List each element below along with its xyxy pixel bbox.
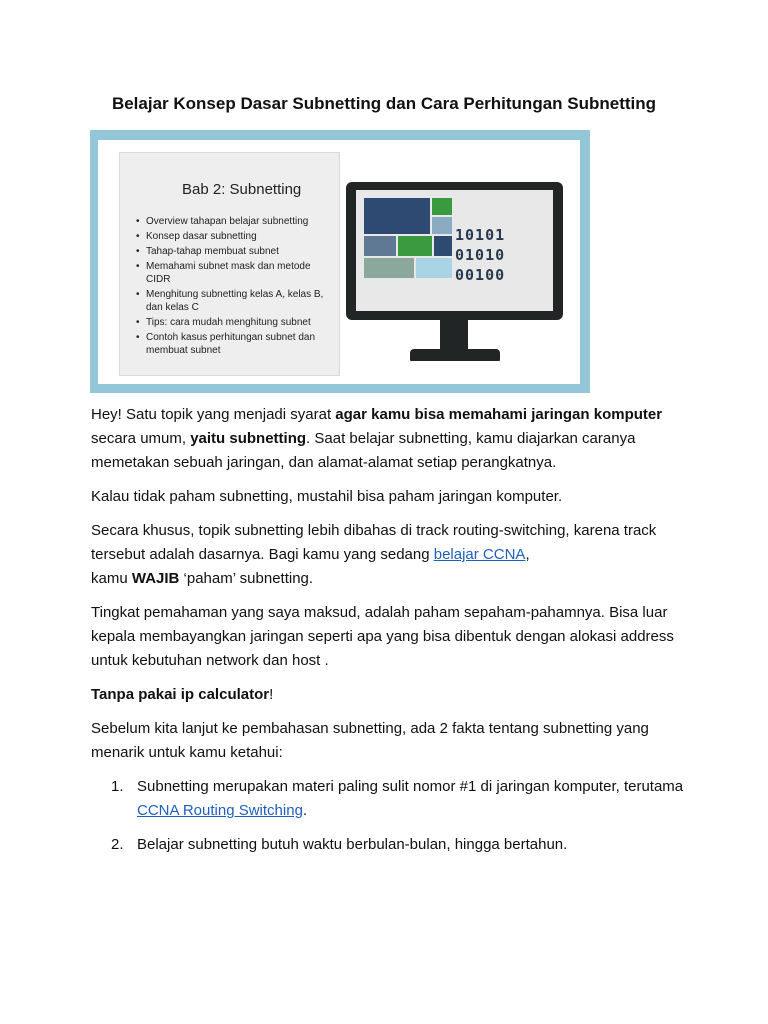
- text: .: [302, 802, 308, 819]
- link-belajar-ccna[interactable]: belajar CCNA: [433, 546, 526, 563]
- monitor-stand-neck: [440, 320, 468, 350]
- block-steel: [432, 217, 452, 234]
- slide-bullet: • Tips: cara mudah menghitung subnet: [136, 316, 336, 329]
- text: Subnetting merupakan materi paling sulit nomor #1 di jaringan komputer, terutama: [137, 778, 684, 795]
- article-body: [91, 403, 691, 867]
- bold-text: yaitu subnetting: [190, 430, 307, 447]
- text: secara umum,: [91, 430, 191, 447]
- text: ‘paham’ subnetting.: [179, 570, 314, 587]
- list-item: [91, 775, 691, 823]
- slide-bullet: • Konsep dasar subnetting: [136, 230, 336, 243]
- paragraph-intro: [91, 403, 691, 475]
- paragraph-no-calculator: [91, 683, 691, 707]
- bold-text: WAJIB: [131, 570, 180, 587]
- block-sage: [364, 258, 414, 278]
- monitor-stand-base: [410, 349, 500, 361]
- text: Hey! Satu topik yang menjadi syarat: [91, 406, 336, 423]
- monitor-icon: [346, 182, 563, 320]
- binary-line: 00100: [455, 266, 506, 284]
- paragraph-understanding: Tingkat pemahaman yang saya maksud, adalah paham sepaham-pahamnya. Bisa luar kepala membayangkan jaringan seperti apa yang bisa dibentuk dengan alokasi address untuk kebutuhan network dan host .: [91, 604, 674, 669]
- banner-image: [90, 130, 590, 393]
- slide-bullet: • Contoh kasus perhitungan subnet dan membuat subnet: [136, 331, 336, 357]
- text: ,: [525, 546, 530, 563]
- slide-card: [119, 152, 340, 376]
- text: !: [269, 686, 274, 703]
- link-ccna-routing-switching[interactable]: CCNA Routing Switching: [137, 802, 303, 819]
- block-sky: [416, 258, 452, 278]
- block-slate: [364, 236, 396, 256]
- slide-bullet-list: [136, 215, 336, 359]
- banner-panel: [98, 140, 580, 384]
- slide-bullet: • Overview tahapan belajar subnetting: [136, 215, 336, 228]
- binary-line: 10101: [455, 226, 506, 244]
- list-number: 1.: [111, 778, 124, 795]
- text: Secara khusus, topik subnetting lebih dibahas di track routing-switching, karena track tersebut adalah dasarnya. Bagi kamu yang sedang: [91, 522, 657, 563]
- list-item: [91, 833, 691, 857]
- text: Belajar subnetting butuh waktu berbulan-bulan, hingga bertahun.: [137, 836, 568, 853]
- text: kamu: [91, 570, 132, 587]
- facts-list: [91, 775, 691, 857]
- binary-line: 01010: [455, 246, 506, 264]
- list-number: 2.: [111, 836, 124, 853]
- page-title: Belajar Konsep Dasar Subnetting dan Cara Perhitungan Subnetting: [111, 94, 657, 113]
- slide-bullet: • Memahami subnet mask dan metode CIDR: [136, 260, 336, 286]
- bold-text: Tanpa pakai ip calculator: [91, 686, 270, 703]
- slide-bullet: • Tahap-tahap membuat subnet: [136, 245, 336, 258]
- block-green: [398, 236, 432, 256]
- binary-text: [455, 225, 505, 285]
- block-navy: [364, 198, 430, 234]
- block-navy: [434, 236, 452, 256]
- bold-text: agar kamu bisa memahami jaringan komputer: [335, 406, 663, 423]
- text: . Saat belajar subnetting, kamu diajarkan caranya memetakan sebuah jaringan, dan alamat-alamat setiap perangkatnya.: [91, 430, 636, 471]
- block-green: [432, 198, 452, 215]
- paragraph-ccna: [91, 519, 691, 591]
- slide-title: Bab 2: Subnetting: [182, 181, 302, 198]
- paragraph-importance: Kalau tidak paham subnetting, mustahil bisa paham jaringan komputer.: [91, 488, 563, 505]
- monitor-screen: [356, 190, 553, 311]
- slide-bullet: • Menghitung subnetting kelas A, kelas B, dan kelas C: [136, 288, 336, 314]
- paragraph-facts-intro: Sebelum kita lanjut ke pembahasan subnetting, ada 2 fakta tentang subnetting yang menarik untuk kamu ketahui:: [91, 720, 649, 761]
